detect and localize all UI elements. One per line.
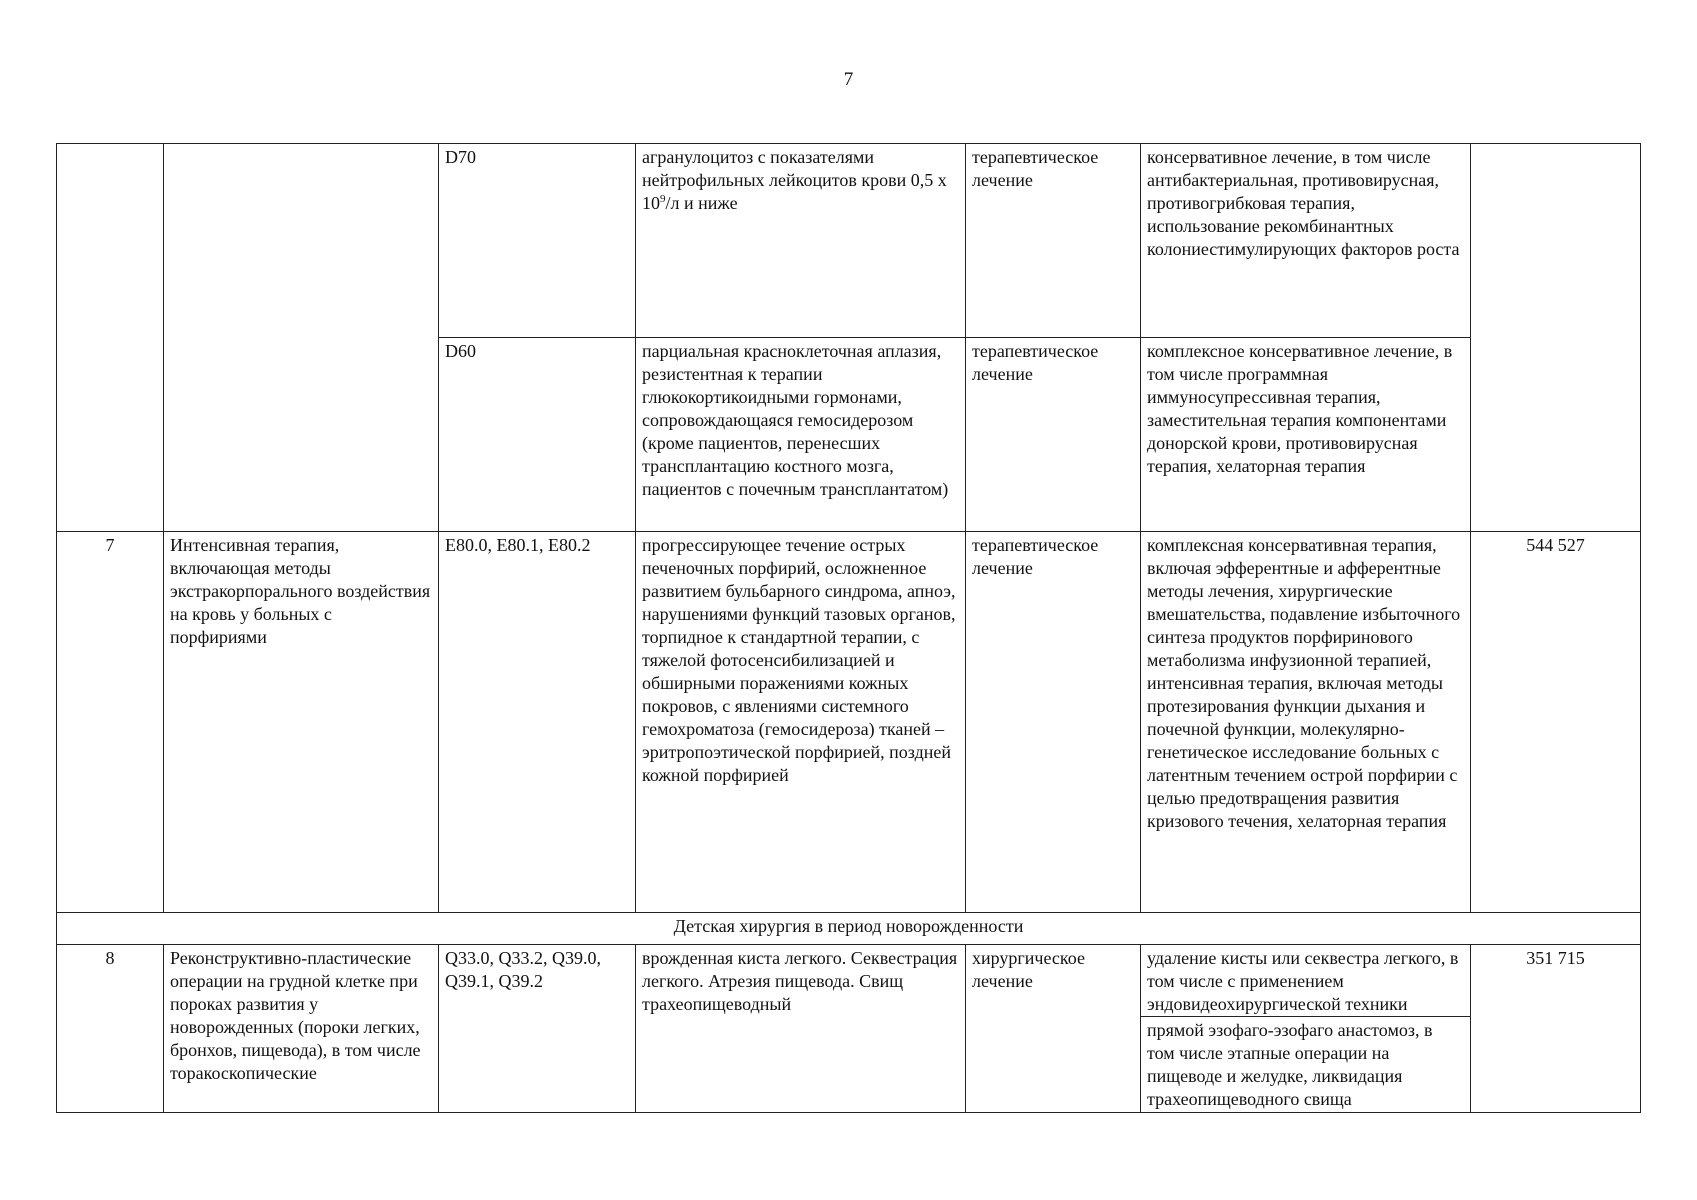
num-cell: 8 <box>57 945 164 1113</box>
treatment-type-cell: терапевтическое лечение <box>966 338 1141 532</box>
diagnosis-cell <box>636 144 966 338</box>
diagnosis-cell: парциальная красноклеточная аплазия, резистентная к терапии глюкокортикоидными гормонами, сопровождающаяся гемосидерозом (кроме пациентов, перенесших трансплантацию костного мозга, пациентов с почечным трансплантатом) <box>636 338 966 532</box>
diagnosis-cell: врожденная киста легкого. Секвестрация легкого. Атрезия пищевода. Свищ трахеопищеводный <box>636 945 966 1113</box>
name-cell: Интенсивная терапия, включающая методы экстракорпорального воздействия на кровь у больных с порфириями <box>164 532 439 913</box>
code-cell: D60 <box>439 338 636 532</box>
page-number: 7 <box>843 69 854 90</box>
diagnosis-cell: прогрессирующее течение острых печеночных порфирий, осложненное развитием бульбарного синдрома, апноэ, нарушениями функций тазовых органов, торпидное к стандартной терапии, с тяжелой фотосенсибилизацией и обширными поражениями кожных покровов, с явлениями системного гемохроматоза (гемосидероза) тканей – эритропоэтической порфирией, поздней кожной порфирией <box>636 532 966 913</box>
code-cell: D70 <box>439 144 636 338</box>
method-cell: комплексное консервативное лечение, в том числе программная иммуносупрессивная терапия, заместительная терапия компонентами донорской крови, противовирусная терапия, хелаторная терапия <box>1141 338 1471 532</box>
section-title: Детская хирургия в период новорожденности <box>57 913 1641 945</box>
superscript-exponent: 9 <box>660 193 666 205</box>
treatment-type-cell: хирургическое лечение <box>966 945 1141 1113</box>
name-cell <box>164 144 439 532</box>
num-cell <box>57 144 164 532</box>
table-row-d70 <box>57 144 1641 338</box>
method-cell: консервативное лечение, в том числе антибактериальная, противовирусная, противогрибковая терапия, использование рекомбинантных колониестимулирующих факторов роста <box>1141 144 1471 338</box>
table-row-item-7 <box>57 532 1641 913</box>
cost-cell: 544 527 <box>1471 532 1641 913</box>
cost-cell: 351 715 <box>1471 945 1641 1113</box>
cost-cell <box>1471 144 1641 532</box>
code-cell: E80.0, E80.1, E80.2 <box>439 532 636 913</box>
table-row-item-8a <box>57 945 1641 1017</box>
method-cell: комплексная консервативная терапия, включая эфферентные и афферентные методы лечения, хирургические вмешательства, подавление избыточного синтеза продуктов порфиринового метаболизма инфузионной терапией, интенсивная терапия, включая методы протезирования функции дыхания и почечной функции, молекулярно-генетическое исследование больных с латентным течением острой порфирии с целью предотвращения развития кризового течения, хелаторная терапия <box>1141 532 1471 913</box>
num-cell: 7 <box>57 532 164 913</box>
diagnosis-text: агранулоцитоз с показателями нейтрофильных лейкоцитов крови 0,5 х 10 <box>642 147 947 213</box>
medical-care-table <box>56 143 1641 1113</box>
method-cell: прямой эзофаго-эзофаго анастомоз, в том числе этапные операции на пищеводе и желудке, ликвидация трахеопищеводного свища <box>1141 1017 1471 1113</box>
treatment-type-cell: терапевтическое лечение <box>966 144 1141 338</box>
section-header-row <box>57 913 1641 945</box>
name-cell: Реконструктивно-пластические операции на грудной клетке при пороках развития у новорожденных (пороки легких, бронхов, пищевода), в том числе торакоскопические <box>164 945 439 1113</box>
method-cell: удаление кисты или секвестра легкого, в том числе с применением эндовидеохирургической техники <box>1141 945 1471 1017</box>
code-cell: Q33.0, Q33.2, Q39.0, Q39.1, Q39.2 <box>439 945 636 1113</box>
diagnosis-unit: /л и ниже <box>665 193 738 213</box>
treatment-type-cell: терапевтическое лечение <box>966 532 1141 913</box>
